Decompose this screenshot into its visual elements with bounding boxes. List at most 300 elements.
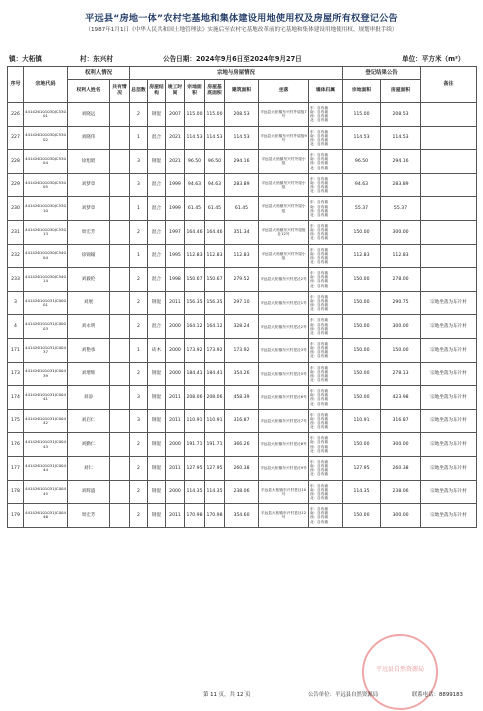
cell-floors: 2 <box>130 504 148 528</box>
cell-floors: 3 <box>130 409 148 433</box>
cell-code: 441426101030JC53004 <box>24 150 68 174</box>
cell-rhouse: 208.53 <box>381 103 421 127</box>
cell-year: 1999 <box>166 197 185 221</box>
cell-structure: 混合 <box>148 173 166 197</box>
cell-build: 294.16 <box>225 150 259 174</box>
cell-loc: 平远县大柘镇东兴村老社6号 <box>259 386 309 410</box>
cell-build: 366.26 <box>225 433 259 457</box>
cell-loc: 平远县大柘镇东兴村老社10号 <box>259 480 309 504</box>
cell-note: 宗地坐落为东片村 <box>421 386 477 410</box>
contact-phone: 联系电话：8899183 <box>412 692 463 698</box>
cell-owner: 刘增辉 <box>68 362 110 386</box>
cell-floors: 2 <box>130 220 148 244</box>
cell-rland: 94.63 <box>343 173 381 197</box>
cell-land: 164.12 <box>185 315 205 339</box>
cell-land: 170.98 <box>185 504 205 528</box>
cell-seq: 227 <box>8 126 24 150</box>
col-year: 竣工时间 <box>166 80 185 103</box>
cell-land: 127.95 <box>185 456 205 480</box>
cell-build: 279.52 <box>225 268 259 292</box>
cell-structure: 混合 <box>148 315 166 339</box>
cell-code: 441426101030JC54014 <box>24 268 68 292</box>
cell-land: 191.71 <box>185 433 205 457</box>
cell-rland: 96.50 <box>343 150 381 174</box>
cell-floors: 2 <box>130 456 148 480</box>
cell-year: 2000 <box>166 433 185 457</box>
cell-shared <box>110 150 130 174</box>
cell-owner: 刘艳承 <box>68 338 110 362</box>
cell-loc: 平远县大柘镇东兴村老社9号 <box>259 456 309 480</box>
page-subtitle: （1987年1月1日《中华人民共和国土地管理法》实施后至农村宅基地改革前的宅基地和集体建设用地使用权、规划审批手续） <box>85 27 398 33</box>
cell-structure: 混合 <box>148 197 166 221</box>
cell-code: 441426101030JC54004 <box>24 244 68 268</box>
cell-seq: 171 <box>8 338 24 362</box>
cell-land: 184.41 <box>185 362 205 386</box>
cell-year: 2011 <box>166 386 185 410</box>
cell-base: 96.50 <box>205 150 225 174</box>
cell-owner: 刘晓伟 <box>68 126 110 150</box>
cell-owner: 刘梦章 <box>68 197 110 221</box>
table-row <box>8 480 477 504</box>
cell-note: 宗地坐落为东片村 <box>421 456 477 480</box>
table-row <box>8 504 477 528</box>
announce-org: 公告单位：平远县自然资源局 <box>308 692 379 698</box>
cell-base: 164.46 <box>205 220 225 244</box>
cell-seq: 232 <box>8 244 24 268</box>
cell-rhouse: 300.00 <box>381 504 421 528</box>
table-row <box>8 409 477 433</box>
cell-structure: 钢混 <box>148 291 166 315</box>
cell-seq: 174 <box>8 386 24 410</box>
cell-bnd: 东：自有墙 南：自有墙 西：自有墙 北：自有墙 <box>309 173 343 197</box>
table-row <box>8 220 477 244</box>
cell-seq: 175 <box>8 409 24 433</box>
cell-owner: 周宏芳 <box>68 504 110 528</box>
cell-structure: 混合 <box>148 126 166 150</box>
cell-seq: 228 <box>8 150 24 174</box>
cell-build: 112.83 <box>225 244 259 268</box>
cell-note <box>421 150 477 174</box>
cell-floors: 2 <box>130 103 148 127</box>
cell-year: 1997 <box>166 220 185 244</box>
table-row <box>8 433 477 457</box>
cell-bnd: 东：自有墙 南：自有墙 西：自有墙 北：自有墙 <box>309 433 343 457</box>
cell-seq: 231 <box>8 220 24 244</box>
cell-seq: 230 <box>8 197 24 221</box>
col-group-land: 宗地与房屋情况 <box>130 67 343 80</box>
cell-build: 297.10 <box>225 291 259 315</box>
cell-shared <box>110 386 130 410</box>
cell-land: 164.46 <box>185 220 205 244</box>
cell-rhouse: 55.37 <box>381 197 421 221</box>
cell-year: 1998 <box>166 268 185 292</box>
col-seq: 序号 <box>8 67 24 103</box>
cell-structure: 钢混 <box>148 433 166 457</box>
cell-rland: 110.91 <box>343 409 381 433</box>
col-base-area: 房屋基底面积 <box>205 80 225 103</box>
cell-rhouse: 238.06 <box>381 480 421 504</box>
cell-floors: 1 <box>130 338 148 362</box>
cell-base: 208.06 <box>205 386 225 410</box>
cell-floors: 1 <box>130 197 148 221</box>
cell-rland: 150.00 <box>343 338 381 362</box>
cell-code: 441426101031JC00439 <box>24 362 68 386</box>
cell-seq: 229 <box>8 173 24 197</box>
cell-rland: 127.95 <box>343 456 381 480</box>
unit-label: 单位：平方米（m²） <box>402 55 465 63</box>
cell-shared <box>110 173 130 197</box>
cell-floors: 2 <box>130 433 148 457</box>
col-shared: 共有情况 <box>110 80 130 103</box>
page-title: 平远县“房地一体”农村宅基地和集体建设用地使用权及房屋所有权登记公告 <box>85 13 398 24</box>
cell-loc: 平远县大柘镇东兴村老社12号 <box>259 504 309 528</box>
table-row <box>8 197 477 221</box>
cell-structure: 钢混 <box>148 362 166 386</box>
cell-base: 112.83 <box>205 244 225 268</box>
cell-note: 宗地坐落为东片村 <box>421 480 477 504</box>
cell-code: 441426101031JC00443 <box>24 433 68 457</box>
cell-seq: 179 <box>8 504 24 528</box>
cell-rhouse: 283.89 <box>381 173 421 197</box>
cell-owner: 徐锦翰 <box>68 244 110 268</box>
col-location: 坐落 <box>259 80 309 103</box>
cell-land: 115.00 <box>185 103 205 127</box>
cell-floors: 2 <box>130 268 148 292</box>
cell-build: 260.38 <box>225 456 259 480</box>
cell-structure: 钢混 <box>148 150 166 174</box>
table-row <box>8 456 477 480</box>
cell-note <box>421 244 477 268</box>
cell-owner: 刘展 <box>68 291 110 315</box>
cell-year: 2011 <box>166 291 185 315</box>
cell-note <box>421 197 477 221</box>
table-row <box>8 268 477 292</box>
cell-land: 173.92 <box>185 338 205 362</box>
cell-shared <box>110 244 130 268</box>
cell-shared <box>110 268 130 292</box>
cell-loc: 平远县大柘镇东兴村外屋小组 <box>259 173 309 197</box>
cell-owner: 周宏芳 <box>68 220 110 244</box>
cell-build: 114.53 <box>225 126 259 150</box>
cell-base: 127.95 <box>205 456 225 480</box>
cell-year: 2000 <box>166 480 185 504</box>
cell-seq: 173 <box>8 362 24 386</box>
table-row <box>8 244 477 268</box>
cell-year: 2007 <box>166 103 185 127</box>
cell-base: 184.41 <box>205 362 225 386</box>
cell-note <box>421 126 477 150</box>
cell-year: 2011 <box>166 456 185 480</box>
cell-bnd: 东：自有墙 南：自有墙 西：自有墙 北：自有墙 <box>309 126 343 150</box>
cell-code: 441426101030JC53001 <box>24 103 68 127</box>
cell-shared <box>110 433 130 457</box>
cell-land: 114.35 <box>185 480 205 504</box>
cell-code: 441426101031JC00437 <box>24 338 68 362</box>
cell-bnd: 东：自有墙 南：自有墙 西：自有墙 北：自有墙 <box>309 504 343 528</box>
cell-shared <box>110 103 130 127</box>
cell-floors: 2 <box>130 291 148 315</box>
cell-shared <box>110 197 130 221</box>
cell-base: 173.92 <box>205 338 225 362</box>
col-boundary: 墙体归属 <box>309 80 343 103</box>
col-code: 宗地代码 <box>24 67 68 103</box>
cell-land: 208.06 <box>185 386 205 410</box>
cell-structure: 钢混 <box>148 504 166 528</box>
col-build-area: 建筑面积 <box>225 80 259 103</box>
cell-floors: 2 <box>130 362 148 386</box>
cell-seq: 3 <box>8 291 24 315</box>
cell-year: 1999 <box>166 173 185 197</box>
cell-loc: 平远县大柘镇东兴村老社8号 <box>259 433 309 457</box>
cell-loc: 平远县大柘镇东兴村外屋小组 <box>259 150 309 174</box>
cell-rland: 150.00 <box>343 362 381 386</box>
cell-build: 208.53 <box>225 103 259 127</box>
col-group-reg: 登记结果公告 <box>343 67 421 80</box>
official-seal: 平远县自然资源局 <box>362 634 438 710</box>
cell-build: 354.60 <box>225 504 259 528</box>
cell-code: 441426101030JC53002 <box>24 126 68 150</box>
cell-year: 2011 <box>166 504 185 528</box>
cell-year: 1995 <box>166 244 185 268</box>
table-row <box>8 291 477 315</box>
cell-land: 61.45 <box>185 197 205 221</box>
cell-shared <box>110 504 130 528</box>
cell-owner: 刘添 <box>68 386 110 410</box>
cell-rland: 114.53 <box>343 126 381 150</box>
cell-bnd: 东：自有墙 南：自有墙 西：自有墙 北：自有墙 <box>309 338 343 362</box>
cell-build: 283.89 <box>225 173 259 197</box>
cell-bnd: 东：自有墙 南：自有墙 西：自有墙 北：自有墙 <box>309 197 343 221</box>
cell-rland: 150.00 <box>343 268 381 292</box>
cell-build: 238.06 <box>225 480 259 504</box>
cell-bnd: 东：自有墙 南：自有墙 西：自有墙 北：自有墙 <box>309 150 343 174</box>
col-structure: 房屋结构 <box>148 80 166 103</box>
cell-loc: 平远县大柘镇东兴村外屋小组 <box>259 197 309 221</box>
cell-bnd: 东：自有墙 南：自有墙 西：自有墙 北：自有墙 <box>309 386 343 410</box>
cell-loc: 平远县大柘镇东兴村老社7号 <box>259 409 309 433</box>
cell-rhouse: 260.38 <box>381 456 421 480</box>
cell-rland: 115.00 <box>343 103 381 127</box>
col-reg-land: 宗地面积 <box>343 80 381 103</box>
cell-code: 441426101031JC00003 <box>24 315 68 339</box>
cell-year: 2011 <box>166 409 185 433</box>
cell-structure: 混合 <box>148 268 166 292</box>
cell-rhouse: 114.53 <box>381 126 421 150</box>
cell-owner: 刘毅伦 <box>68 268 110 292</box>
cell-note <box>421 220 477 244</box>
cell-base: 170.98 <box>205 504 225 528</box>
cell-rland: 112.83 <box>343 244 381 268</box>
cell-land: 156.35 <box>185 291 205 315</box>
cell-build: 328.24 <box>225 315 259 339</box>
cell-seq: 4 <box>8 315 24 339</box>
table-row <box>8 338 477 362</box>
cell-shared <box>110 291 130 315</box>
cell-structure: 钢混 <box>148 480 166 504</box>
cell-note: 宗地坐落为东片村 <box>421 433 477 457</box>
cell-structure: 钢混 <box>148 456 166 480</box>
cell-rhouse: 278.00 <box>381 268 421 292</box>
cell-note: 宗地坐落为东片村 <box>421 291 477 315</box>
cell-base: 115.00 <box>205 103 225 127</box>
cell-owner: 刘辉盛 <box>68 480 110 504</box>
cell-floors: 1 <box>130 126 148 150</box>
cell-shared <box>110 362 130 386</box>
cell-note: 宗地坐落为东片村 <box>421 409 477 433</box>
cell-shared <box>110 338 130 362</box>
cell-structure: 钢混 <box>148 103 166 127</box>
registration-table <box>7 66 477 528</box>
cell-floors: 3 <box>130 173 148 197</box>
cell-shared <box>110 409 130 433</box>
cell-base: 114.53 <box>205 126 225 150</box>
cell-code: 441426101031JC00445 <box>24 480 68 504</box>
table-row <box>8 386 477 410</box>
cell-shared <box>110 456 130 480</box>
cell-base: 94.63 <box>205 173 225 197</box>
table-row <box>8 126 477 150</box>
cell-rland: 150.00 <box>343 386 381 410</box>
col-floors: 总层数 <box>130 80 148 103</box>
cell-rland: 150.00 <box>343 291 381 315</box>
cell-note: 宗地坐落为东片村 <box>421 315 477 339</box>
cell-bnd: 东：自有墙 南：自有墙 西：自有墙 北：自有墙 <box>309 456 343 480</box>
cell-rland: 150.00 <box>343 315 381 339</box>
cell-rland: 114.35 <box>343 480 381 504</box>
cell-seq: 178 <box>8 480 24 504</box>
cell-build: 316.87 <box>225 409 259 433</box>
cell-seq: 226 <box>8 103 24 127</box>
cell-build: 351.34 <box>225 220 259 244</box>
cell-rhouse: 294.16 <box>381 150 421 174</box>
cell-loc: 平远县大柘镇东兴村外屋组9号 <box>259 126 309 150</box>
cell-base: 110.91 <box>205 409 225 433</box>
cell-shared <box>110 220 130 244</box>
cell-owner: 刘勤仁 <box>68 433 110 457</box>
cell-code: 441426101031JC00441 <box>24 386 68 410</box>
cell-loc: 平远县大柘镇东兴村外屋组7号 <box>259 103 309 127</box>
cell-owner: 刘永明 <box>68 315 110 339</box>
cell-bnd: 东：自有墙 南：自有墙 西：自有墙 北：自有墙 <box>309 268 343 292</box>
cell-base: 191.71 <box>205 433 225 457</box>
cell-rland: 150.00 <box>343 220 381 244</box>
cell-year: 2000 <box>166 338 185 362</box>
cell-land: 112.83 <box>185 244 205 268</box>
cell-bnd: 东：自有墙 南：自有墙 西：自有墙 北：自有墙 <box>309 480 343 504</box>
cell-loc: 平远县大柘镇东兴村外屋小组 <box>259 244 309 268</box>
cell-loc: 平远县大柘镇东兴村老社2号 <box>259 268 309 292</box>
cell-loc: 平远县大柘镇东兴村老社2号 <box>259 315 309 339</box>
cell-shared <box>110 315 130 339</box>
cell-rhouse: 300.00 <box>381 220 421 244</box>
table-row <box>8 103 477 127</box>
cell-year: 2021 <box>166 126 185 150</box>
cell-rhouse: 300.00 <box>381 315 421 339</box>
cell-year: 2021 <box>166 150 185 174</box>
cell-land: 150.67 <box>185 268 205 292</box>
cell-land: 110.91 <box>185 409 205 433</box>
cell-build: 61.45 <box>225 197 259 221</box>
cell-base: 156.35 <box>205 291 225 315</box>
cell-owner: 刘启仁 <box>68 409 110 433</box>
cell-bnd: 东：自有墙 南：自有墙 西：自有墙 北：自有墙 <box>309 315 343 339</box>
col-group-rights: 权利人情况 <box>68 67 130 80</box>
cell-land: 96.50 <box>185 150 205 174</box>
cell-floors: 1 <box>130 244 148 268</box>
cell-code: 441426101031JC00442 <box>24 409 68 433</box>
cell-bnd: 东：自有墙 南：自有墙 西：自有墙 北：自有墙 <box>309 409 343 433</box>
cell-base: 164.12 <box>205 315 225 339</box>
cell-shared <box>110 480 130 504</box>
cell-rland: 150.00 <box>343 433 381 457</box>
cell-rhouse: 316.87 <box>381 409 421 433</box>
cell-structure: 砖木 <box>148 338 166 362</box>
cell-floors: 3 <box>130 150 148 174</box>
cell-base: 114.35 <box>205 480 225 504</box>
cell-shared <box>110 126 130 150</box>
cell-bnd: 东：自有墙 南：自有墙 西：自有墙 北：自有墙 <box>309 103 343 127</box>
cell-code: 441426101030JC53013 <box>24 220 68 244</box>
cell-base: 61.45 <box>205 197 225 221</box>
cell-structure: 钢混 <box>148 409 166 433</box>
table-row <box>8 315 477 339</box>
cell-base: 150.67 <box>205 268 225 292</box>
cell-structure: 钢混 <box>148 386 166 410</box>
cell-rhouse: 278.13 <box>381 362 421 386</box>
cell-build: 458.39 <box>225 386 259 410</box>
cell-loc: 平远县大柘镇东兴村老社1号 <box>259 291 309 315</box>
cell-rhouse: 150.00 <box>381 338 421 362</box>
cell-owner: 徐旭昭 <box>68 150 110 174</box>
cell-build: 173.92 <box>225 338 259 362</box>
cell-land: 94.63 <box>185 173 205 197</box>
cell-owner: 刘梦章 <box>68 173 110 197</box>
cell-bnd: 东：自有墙 南：自有墙 西：自有墙 北：自有墙 <box>309 220 343 244</box>
table-row <box>8 173 477 197</box>
cell-seq: 177 <box>8 456 24 480</box>
cell-code: 441426101031JC00446 <box>24 504 68 528</box>
cell-build: 354.26 <box>225 362 259 386</box>
cell-note: 宗地坐落为东片村 <box>421 362 477 386</box>
cell-note <box>421 103 477 127</box>
cell-year: 2000 <box>166 362 185 386</box>
col-reg-house: 房屋面积 <box>381 80 421 103</box>
cell-owner: 刘仁 <box>68 456 110 480</box>
cell-seq: 176 <box>8 433 24 457</box>
cell-rland: 150.00 <box>343 504 381 528</box>
cell-structure: 混合 <box>148 220 166 244</box>
cell-floors: 2 <box>130 315 148 339</box>
cell-code: 441426101031JC00001 <box>24 291 68 315</box>
cell-note <box>421 268 477 292</box>
cell-code: 441426101030JC53005 <box>24 173 68 197</box>
cell-rland: 55.37 <box>343 197 381 221</box>
cell-rhouse: 423.98 <box>381 386 421 410</box>
col-land-area: 宗地面积 <box>185 80 205 103</box>
cell-bnd: 东：自有墙 南：自有墙 西：自有墙 北：自有墙 <box>309 362 343 386</box>
cell-land: 114.53 <box>185 126 205 150</box>
table-row <box>8 362 477 386</box>
col-owner: 权利人姓名 <box>68 80 110 103</box>
cell-floors: 2 <box>130 480 148 504</box>
announce-period: 公告日期：2024年9月6日至2024年9月27日 <box>163 55 302 63</box>
cell-loc: 平远县大柘镇东兴村老社5号 <box>259 362 309 386</box>
cell-structure: 混合 <box>148 244 166 268</box>
village-label: 村：东兴村 <box>80 55 113 63</box>
table-row <box>8 150 477 174</box>
page-number: 第 11 页，共 12 页 <box>203 692 251 698</box>
cell-floors: 3 <box>130 386 148 410</box>
